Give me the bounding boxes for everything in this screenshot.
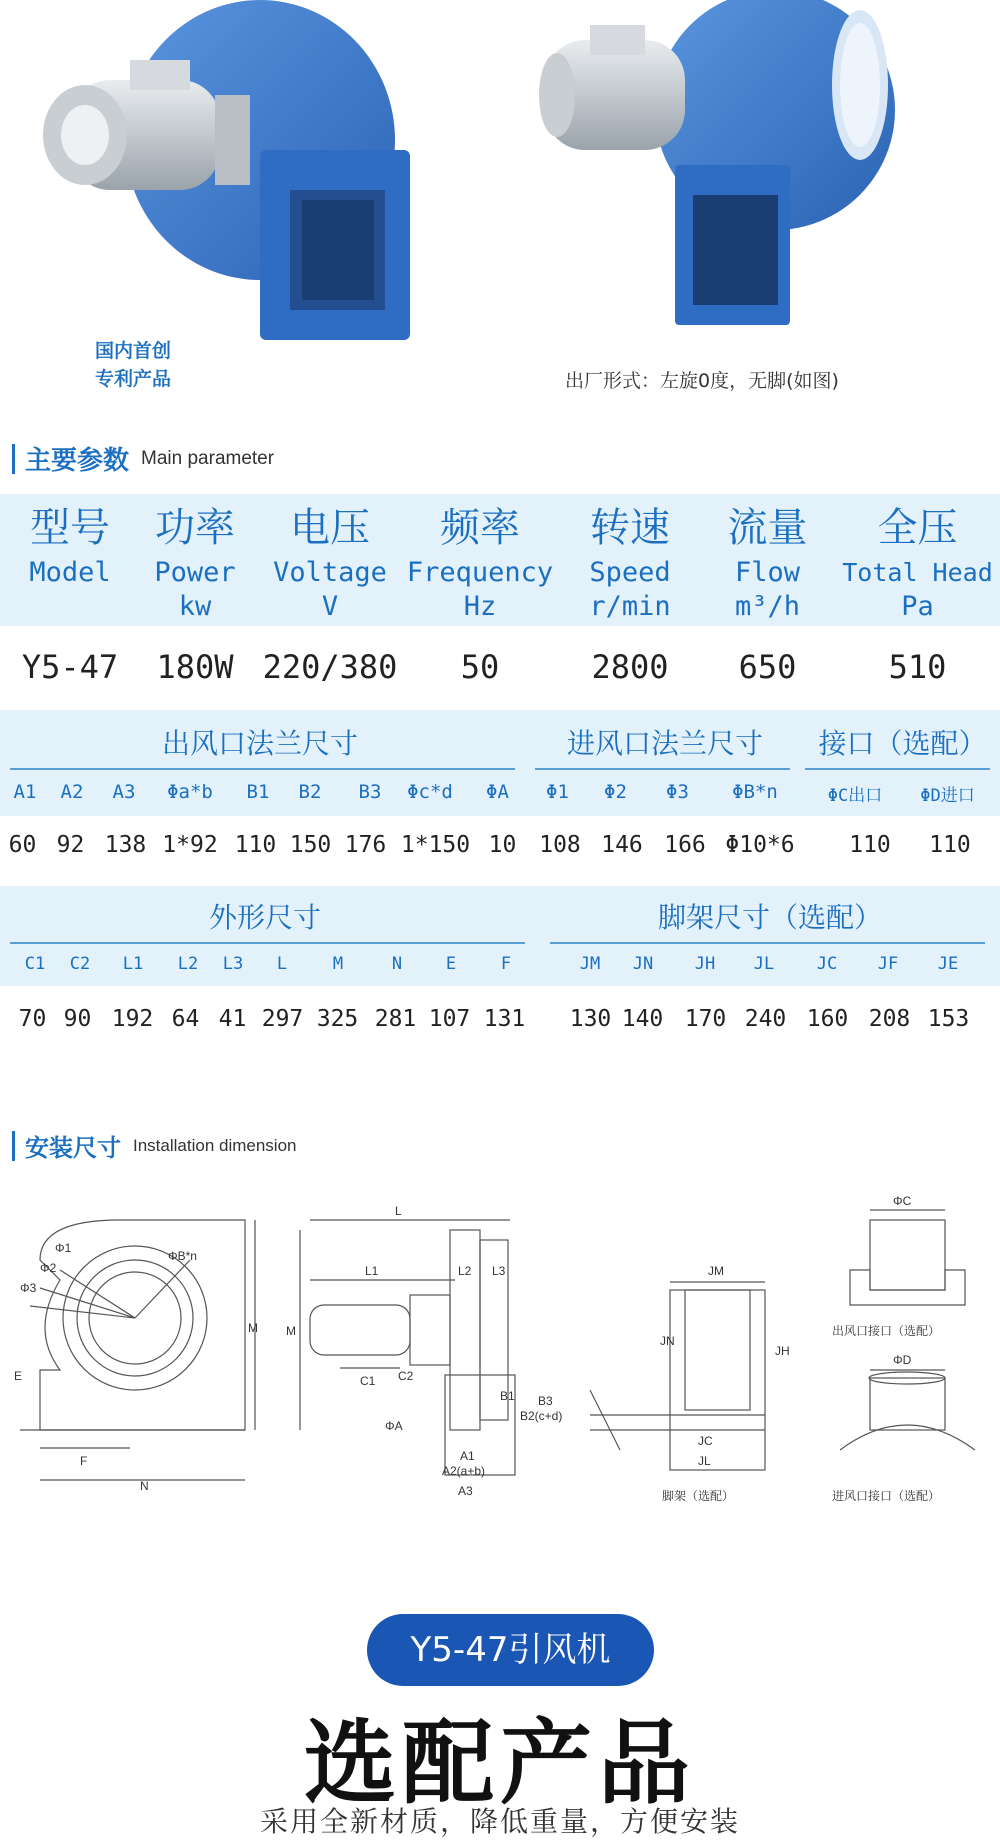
col-zh: 流量 [727,505,808,551]
val-JN: 140 [621,1006,664,1032]
patent-badge [95,337,171,393]
val-phi-B-n: Φ10*6 [725,832,795,858]
hdr-JH: JH [694,954,716,974]
col-unit: r/min [589,591,671,622]
label-E: E [14,1369,23,1383]
label-B3: B3 [538,1394,553,1408]
col-en: Frequency [406,557,554,588]
col-unit: Pa [901,591,934,622]
fan-photo-right [535,0,915,330]
outlet-divider [10,768,515,770]
hdr-M: M [332,954,344,974]
val-A3: 138 [104,832,147,858]
label-phi1: Φ1 [55,1241,72,1255]
val-A1: 60 [8,832,37,858]
label-L3: L3 [492,1264,506,1278]
hdr-C1: C1 [24,954,46,974]
section-title-en: Main parameter [141,447,275,469]
hdr-phi-c-d: Φc*d [407,781,453,803]
value-voltage: 220/380 [262,648,398,686]
param-col-model [0,500,140,590]
hdr-JL: JL [753,954,775,974]
model-pill: Y5-47引风机 [367,1614,654,1686]
val-B2: 150 [289,832,332,858]
stand-title: 脚架尺寸（选配） [657,901,882,934]
port-views [832,1194,975,1503]
title-bar [12,444,15,474]
val-C1: 70 [18,1006,47,1032]
hdr-phi-2: Φ2 [604,781,627,803]
value-speed: 2800 [591,648,669,686]
hdr-phi-a-b: Φa*b [167,781,213,803]
val-L2: 64 [171,1006,200,1032]
title-bar [12,1131,15,1161]
label-JM: JM [708,1264,724,1278]
section-title-zh: 安装尺寸 [25,1134,121,1162]
stand-divider [550,942,985,944]
hdr-A3: A3 [112,781,136,803]
label-phi2: Φ2 [40,1261,57,1275]
installation-drawing [0,1180,1000,1530]
inlet-divider [535,768,790,770]
hdr-phi-B-n: ΦB*n [732,781,778,803]
val-C2: 90 [63,1006,92,1032]
tagline: 采用全新材质，降低重量，方便安装 [259,1805,740,1838]
col-en: Total Head [842,558,993,587]
installation-title [12,1128,296,1163]
label-JN: JN [660,1334,675,1348]
outlet-flange-title: 出风口法兰尺寸 [161,727,358,760]
col-unit: Hz [463,591,497,622]
label-phiBn: ΦB*n [168,1249,197,1263]
label-A1: A1 [460,1449,475,1463]
col-en: Model [29,557,111,588]
optional-products-headline: 选配产品 [303,1709,696,1817]
val-L1: 192 [111,1006,154,1032]
val-phi-1: 108 [539,832,581,858]
val-L: 297 [261,1006,304,1032]
side-view [286,1204,562,1498]
val-phi-3: 166 [664,832,706,858]
badge-line-2: 专利产品 [95,368,172,390]
col-unit: m³/h [734,591,801,622]
col-zh: 频率 [440,505,520,551]
label-F: F [80,1454,88,1468]
inlet-flange-title: 进风口法兰尺寸 [566,727,763,760]
stand-view [590,1264,790,1503]
value-model: Y5-47 [21,648,119,686]
label-JC: JC [698,1434,713,1448]
main-parameter-title [12,440,274,477]
hdr-B2: B2 [298,781,322,803]
fan-photo-left [30,0,410,350]
label-phi3: Φ3 [20,1281,37,1295]
val-phi-C-out: 110 [849,832,891,858]
val-JL: 240 [744,1006,787,1032]
shape-title: 外形尺寸 [208,901,321,934]
label-L1: L1 [365,1264,379,1278]
hdr-phi-D-in: ΦD进口 [920,786,975,806]
col-zh: 功率 [155,505,235,551]
value-flow: 650 [738,648,797,686]
col-en: Voltage [273,557,387,588]
hdr-A1: A1 [13,781,37,803]
hdr-JN: JN [632,954,654,974]
label-inlet-port: 进风口接口（选配） [832,1489,941,1503]
label-phiC: ΦC [893,1194,912,1208]
label-N: N [140,1479,149,1493]
param-col-speed [565,500,695,624]
param-col-flow [705,500,830,624]
label-C1: C1 [360,1374,376,1388]
val-N: 281 [374,1006,417,1032]
param-col-power [130,500,260,624]
hdr-phi-A: ΦA [486,781,509,803]
label-phiA: ΦA [385,1419,403,1433]
param-col-frequency [405,500,555,624]
hdr-JF: JF [877,954,899,974]
col-zh: 型号 [30,505,110,551]
hdr-phi-1: Φ1 [546,781,569,803]
val-B3: 176 [344,832,387,858]
label-B1: B1 [500,1389,515,1403]
front-view [14,1220,258,1493]
port-title: 接口（选配） [818,727,987,760]
col-en: Flow [734,557,801,588]
col-en: Speed [589,557,671,588]
value-power: 180W [156,648,234,686]
label-B2: B2(c+d) [520,1409,563,1423]
label-L2: L2 [458,1264,472,1278]
val-JF: 208 [868,1006,911,1032]
port-divider [805,768,990,770]
label-A3: A3 [458,1484,473,1498]
hdr-N: N [391,954,403,974]
label-M-side: M [286,1324,296,1338]
val-phi-2: 146 [601,832,643,858]
col-zh: 电压 [290,505,370,551]
hdr-B1: B1 [246,781,270,803]
label-L: L [395,1204,402,1218]
hdr-B3: B3 [358,781,382,803]
hdr-phi-3: Φ3 [666,781,689,803]
label-JL: JL [698,1454,711,1468]
hdr-F: F [500,954,512,974]
value-frequency: 50 [460,648,500,686]
factory-form-caption: 出厂形式：左旋0度，无脚(如图) [565,370,839,392]
val-A2: 92 [56,832,85,858]
hdr-JE: JE [937,954,959,974]
val-JM: 130 [569,1006,612,1032]
label-JH: JH [775,1344,790,1358]
hdr-L2: L2 [177,954,199,974]
value-total-head: 510 [888,648,947,686]
val-JE: 153 [927,1006,970,1032]
col-en: Power [154,557,236,588]
label-C2: C2 [398,1369,414,1383]
hdr-L3: L3 [222,954,244,974]
val-JC: 160 [806,1006,849,1032]
hdr-A2: A2 [60,781,84,803]
val-JH: 170 [684,1006,727,1032]
param-col-total-head [835,500,1000,624]
val-phi-c-d: 1*150 [400,832,471,858]
hdr-JC: JC [816,954,838,974]
label-phiD: ΦD [893,1353,912,1367]
label-outlet-port: 出风口接口（选配） [832,1324,941,1338]
hdr-E: E [445,954,457,974]
badge-line-1: 国内首创 [95,340,172,362]
hdr-L: L [276,954,288,974]
val-E: 107 [428,1006,471,1032]
param-col-voltage [260,500,400,624]
section-title-zh: 主要参数 [25,446,130,476]
section-title-en: Installation dimension [133,1135,297,1155]
val-M: 325 [316,1006,359,1032]
col-unit: V [321,591,339,622]
label-stand: 脚架（选配） [662,1489,735,1503]
val-F: 131 [483,1006,526,1032]
hdr-phi-C-out: ΦC出口 [827,786,883,806]
hdr-C2: C2 [69,954,91,974]
val-L3: 41 [218,1006,247,1032]
label-M-front: M [248,1321,258,1335]
label-A2: A2(a+b) [442,1464,486,1478]
hdr-L1: L1 [122,954,144,974]
col-unit: kw [178,591,212,622]
col-zh: 转速 [590,505,670,551]
shape-divider [10,942,525,944]
val-B1: 110 [234,832,277,858]
col-zh: 全压 [877,505,958,551]
hdr-JM: JM [579,954,601,974]
val-phi-D-in: 110 [929,832,971,858]
val-phi-a-b: 1*92 [162,832,218,858]
val-phi-A: 10 [488,832,517,858]
